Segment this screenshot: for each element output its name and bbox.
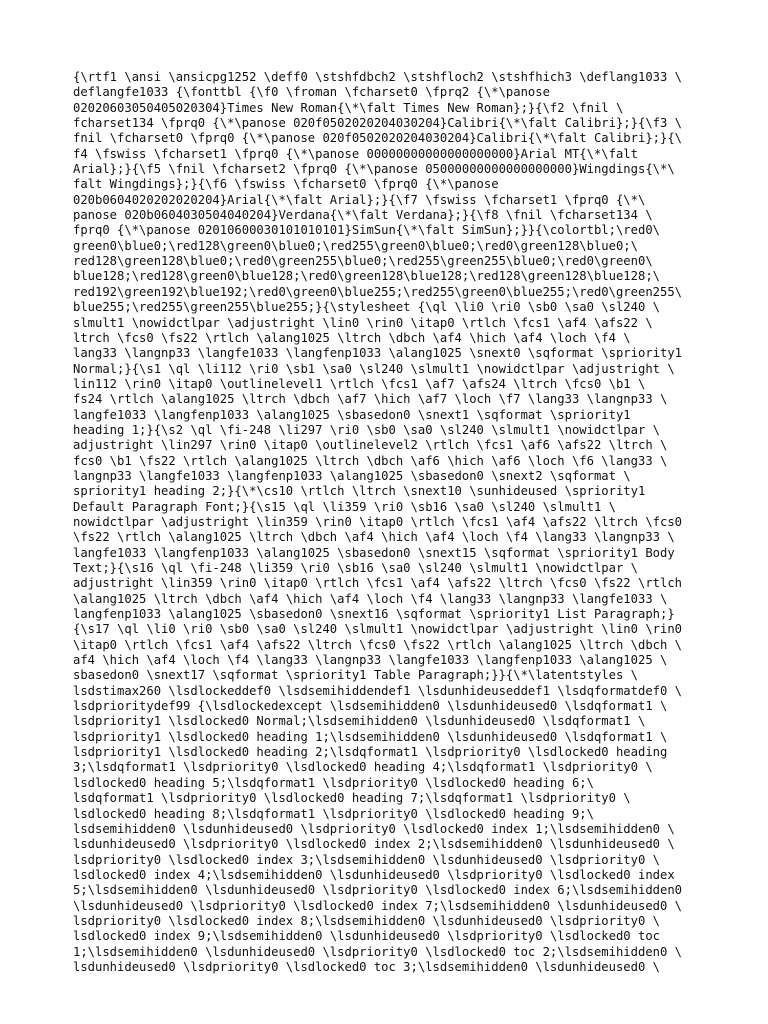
text-line: fcharset134 \fprq0 {\*\panose 020f0502020204030204}Calibri{\*\falt Calibri};}{\f3 \ [73, 116, 683, 131]
text-line: langfe1033 \langfenp1033 \alang1025 \sbasedon0 \snext15 \sqformat \spriority1 Body [73, 545, 675, 560]
text-line: Arial};}{\f5 \fnil \fcharset2 \fprq0 {\*\panose 05000000000000000000}Wingdings{\*\ [73, 162, 675, 177]
text-line: af4 \hich \af4 \loch \f4 \lang33 \langnp33 \langfe1033 \langfenp1033 \alang1025 \ [73, 653, 668, 668]
text-line: slmult1 \nowidctlpar \adjustright \lin0 \rin0 \itap0 \rtlch \fcs1 \af4 \afs22 \ [73, 315, 653, 330]
text-line: Normal;}{\s1 \ql \li112 \ri0 \sb1 \sa0 \sl240 \slmult1 \nowidctlpar \adjustright \ [73, 361, 675, 376]
text-line: f4 \fswiss \fcharset1 \fprq0 {\*\panose 00000000000000000000}Arial MT{\*\falt [73, 146, 638, 161]
text-line: adjustright \lin297 \rin0 \itap0 \outlinelevel2 \rtlch \fcs1 \af6 \afs22 \ltrch \ [73, 438, 668, 453]
text-line: Text;}{\s16 \ql \fi-248 \li359 \ri0 \sb16 \sa0 \sl240 \slmult1 \nowidctlpar \ [73, 561, 638, 575]
text-line: lsdunhideused0 \lsdpriority0 \lsdlocked0 toc 3;\lsdsemihidden0 \lsdunhideused0 \ [73, 959, 660, 974]
text-line: 3;\lsdqformat1 \lsdpriority0 \lsdlocked0 heading 4;\lsdqformat1 \lsdpriority0 \ [73, 760, 653, 775]
text-line: lsdlocked0 heading 5;\lsdqformat1 \lsdpriority0 \lsdlocked0 heading 6;\ [73, 775, 594, 790]
text-line: lsdpriority1 \lsdlocked0 heading 2;\lsdqformat1 \lsdpriority0 \lsdlocked0 heading [73, 745, 668, 760]
text-line: sbasedon0 \snext17 \sqformat \spriority1 Table Paragraph;}}{\*\latentstyles \ [73, 668, 638, 683]
text-line: lsdpriority1 \lsdlocked0 heading 1;\lsdsemihidden0 \lsdunhideused0 \lsdqformat1 \ [73, 729, 668, 744]
text-line: nowidctlpar \adjustright \lin359 \rin0 \itap0 \rtlch \fcs1 \af4 \afs22 \ltrch \fcs0 [73, 514, 683, 529]
text-line: 02020603050405020304}Times New Roman{\*\falt Times New Roman};}{\f2 \fnil \ [73, 100, 624, 115]
text-line: deflangfe1033 {\fonttbl {\f0 \froman \fcharset0 \fprq2 {\*\panose [73, 85, 550, 100]
text-line: {\rtf1 \ansi \ansicpg1252 \deff0 \stshfdbch2 \stshfloch2 \stshfhich3 \deflang1033 \ [73, 70, 683, 84]
text-line: lsdpriority1 \lsdlocked0 Normal;\lsdsemihidden0 \lsdunhideused0 \lsdqformat1 \ [73, 714, 646, 729]
text-line: lsdpriority0 \lsdlocked0 index 8;\lsdsemihidden0 \lsdunhideused0 \lsdpriority0 \ [73, 913, 660, 928]
text-line: red128\green128\blue0;\red0\green255\blue0;\red255\green255\blue0;\red0\green0\ [73, 254, 653, 269]
text-line: lang33 \langnp33 \langfe1033 \langfenp1033 \alang1025 \snext0 \sqformat \spriority1 [73, 346, 683, 361]
text-line: lsdqformat1 \lsdpriority0 \lsdlocked0 heading 7;\lsdqformat1 \lsdpriority0 \ [73, 791, 631, 806]
text-line: lin112 \rin0 \itap0 \outlinelevel1 \rtlch \fcs1 \af7 \afs24 \ltrch \fcs0 \b1 \ [73, 376, 646, 391]
text-line: panose 020b0604030504040204}Verdana{\*\falt Verdana};}{\f8 \fnil \fcharset134 \ [73, 208, 653, 223]
text-line: \lsdunhideused0 \lsdpriority0 \lsdlocked0 index 7;\lsdsemihidden0 \lsdunhideused0 \ [73, 898, 683, 913]
text-line: adjustright \lin359 \rin0 \itap0 \rtlch \fcs1 \af4 \afs22 \ltrch \fcs0 \fs22 \rtlch [73, 576, 683, 591]
text-line: lsdstimax260 \lsdlockeddef0 \lsdsemihiddendef1 \lsdunhideuseddef1 \lsdqformatdef0 \ [73, 683, 683, 698]
text-line: 5;\lsdsemihidden0 \lsdunhideused0 \lsdpriority0 \lsdlocked0 index 6;\lsdsemihidden0 [73, 883, 683, 898]
text-line: \alang1025 \ltrch \dbch \af4 \hich \af4 \loch \f4 \lang33 \langnp33 \langfe1033 \ [73, 591, 668, 606]
text-line: ltrch \fcs0 \fs22 \rtlch \alang1025 \ltrch \dbch \af4 \hich \af4 \loch \f4 \ [73, 330, 631, 345]
text-line: heading 1;}{\s2 \ql \fi-248 \li297 \ri0 \sb0 \sa0 \sl240 \slmult1 \nowidctlpar \ [73, 422, 660, 437]
text-line: fprq0 {\*\panose 02010600030101010101}SimSun{\*\falt SimSun};}}{\colortbl;\red0\ [73, 223, 660, 238]
text-line: blue255;\red255\green255\blue255;}{\stylesheet {\ql \li0 \ri0 \sb0 \sa0 \sl240 \ [73, 300, 660, 315]
text-line: lsdpriority0 \lsdlocked0 index 3;\lsdsemihidden0 \lsdunhideused0 \lsdpriority0 \ [73, 852, 660, 867]
text-line: lsdlocked0 index 9;\lsdsemihidden0 \lsdunhideused0 \lsdpriority0 \lsdlocked0 toc [73, 929, 660, 944]
text-line: lsdsemihidden0 \lsdunhideused0 \lsdpriority0 \lsdlocked0 index 1;\lsdsemihidden0 \ [73, 821, 675, 836]
text-line: langfenp1033 \alang1025 \sbasedon0 \snext16 \sqformat \spriority1 List Paragraph;} [73, 607, 675, 622]
text-line: lsdunhideused0 \lsdpriority0 \lsdlocked0 index 2;\lsdsemihidden0 \lsdunhideused0 \ [73, 837, 675, 852]
text-line: fnil \fcharset0 \fprq0 {\*\panose 020f0502020204030204}Calibri{\*\falt Calibri};}{\ [73, 131, 683, 146]
text-line: lsdlocked0 index 4;\lsdsemihidden0 \lsdunhideused0 \lsdpriority0 \lsdlocked0 index [73, 867, 675, 882]
text-line: green0\blue0;\red128\green0\blue0;\red255\green0\blue0;\red0\green128\blue0;\ [73, 238, 638, 253]
text-line: {\s17 \ql \li0 \ri0 \sb0 \sa0 \sl240 \slmult1 \nowidctlpar \adjustright \lin0 \rin0 [73, 622, 683, 637]
text-line: lsdprioritydef99 {\lsdlockedexcept \lsdsemihidden0 \lsdunhideused0 \lsdqformat1 \ [73, 699, 668, 714]
rtf-source-text [73, 70, 713, 975]
text-line: blue128;\red128\green0\blue128;\red0\green128\blue128;\red128\green128\blue128;\ [73, 269, 660, 284]
text-line: fcs0 \b1 \fs22 \rtlch \alang1025 \ltrch \dbch \af6 \hich \af6 \loch \f6 \lang33 \ [73, 453, 668, 468]
text-line: langnp33 \langfe1033 \langfenp1033 \alang1025 \sbasedon0 \snext2 \sqformat \ [73, 468, 631, 483]
text-line: spriority1 heading 2;}{\*\cs10 \rtlch \ltrch \snext10 \sunhideused \spriority1 [73, 484, 646, 499]
text-line: langfe1033 \langfenp1033 \alang1025 \sbasedon0 \snext1 \sqformat \spriority1 [73, 407, 631, 422]
text-line: 020b0604020202020204}Arial{\*\falt Arial};}{\f7 \fswiss \fcharset1 \fprq0 {\*\ [73, 192, 646, 207]
text-line: fs24 \rtlch \alang1025 \ltrch \dbch \af7 \hich \af7 \loch \f7 \lang33 \langnp33 \ [73, 392, 668, 407]
text-line: \itap0 \rtlch \fcs1 \af4 \afs22 \ltrch \fcs0 \fs22 \rtlch \alang1025 \ltrch \dbch \ [73, 637, 683, 652]
text-line: 1;\lsdsemihidden0 \lsdunhideused0 \lsdpriority0 \lsdlocked0 toc 2;\lsdsemihidden0 \ [73, 944, 683, 959]
text-line: falt Wingdings};}{\f6 \fswiss \fcharset0 \fprq0 {\*\panose [73, 177, 499, 192]
text-line: lsdlocked0 heading 8;\lsdqformat1 \lsdpriority0 \lsdlocked0 heading 9;\ [73, 806, 594, 821]
text-line: red192\green192\blue192;\red0\green0\blue255;\red255\green0\blue255;\red0\green255\ [73, 284, 683, 299]
text-line: Default Paragraph Font;}{\s15 \ql \li359 \ri0 \sb16 \sa0 \sl240 \slmult1 \ [73, 499, 616, 514]
text-line: \fs22 \rtlch \alang1025 \ltrch \dbch \af4 \hich \af4 \loch \f4 \lang33 \langnp33 \ [73, 530, 675, 545]
